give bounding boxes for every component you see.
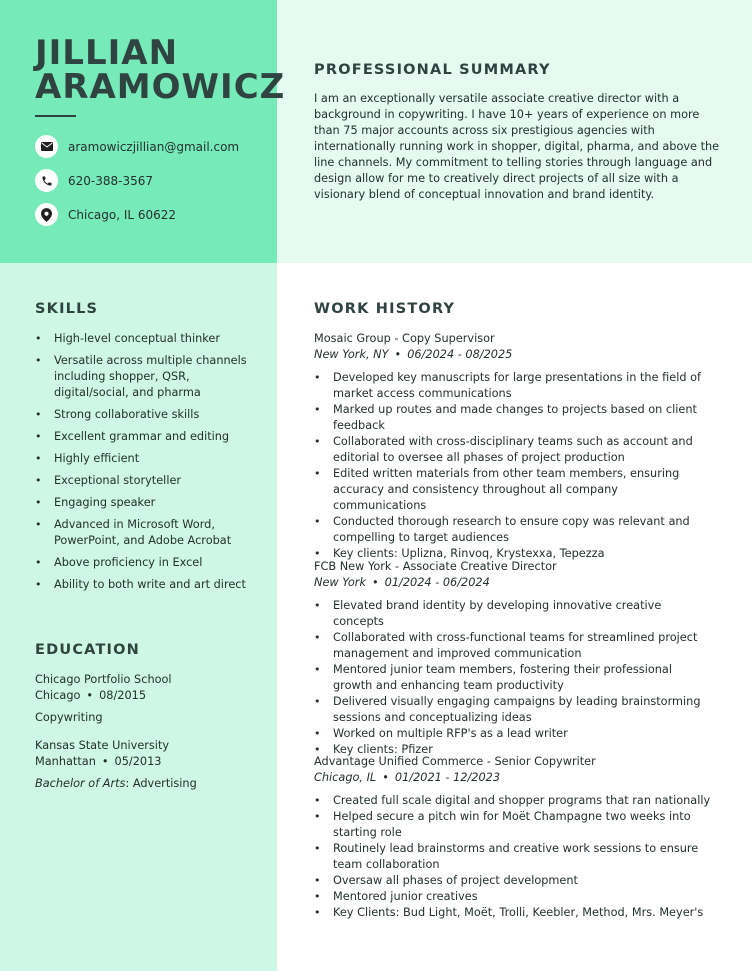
- education-section: [35, 672, 265, 798]
- school-city: Manhattan: [35, 755, 96, 768]
- location-pin-icon: [35, 203, 58, 226]
- skill-item: • Advanced in Microsoft Word, PowerPoint, and Adobe Acrobat: [35, 517, 255, 549]
- job-bullet: • Oversaw all phases of project development: [314, 873, 714, 889]
- school-field: Copywriting: [35, 711, 103, 724]
- location-text: Chicago, IL 60622: [68, 207, 177, 222]
- job-location: New York, NY: [314, 348, 389, 361]
- email-text: aramowiczjillian@gmail.com: [68, 139, 240, 154]
- job-bullet: • Edited written materials from other team members, ensuring accuracy and consistency throughout all company communications: [314, 466, 714, 514]
- separator-dot: •: [372, 576, 379, 589]
- job-bullet: • Elevated brand identity by developing innovative creative concepts: [314, 598, 714, 630]
- email-icon: [35, 135, 58, 158]
- job-bullet: • Conducted thorough research to ensure copy was relevant and compelling to target audiences: [314, 514, 714, 546]
- first-name: JILLIAN: [35, 33, 179, 73]
- degree-field: : Advertising: [125, 777, 197, 790]
- job-meta: [314, 347, 714, 363]
- school-date: 08/2015: [99, 689, 147, 702]
- school-name: Kansas State University: [35, 739, 170, 752]
- phone-text: 620-388-3567: [68, 173, 154, 188]
- job-bullet: • Routinely lead brainstorms and creative work sessions to ensure team collaboration: [314, 841, 714, 873]
- degree-name: Bachelor of Arts: [35, 777, 126, 790]
- job-bullet: • Collaborated with cross-disciplinary teams such as account and editorial to oversee all phases of project production: [314, 434, 714, 466]
- work-heading: WORK HISTORY: [314, 301, 456, 317]
- education-entry: [35, 738, 265, 792]
- skill-item: • Exceptional storyteller: [35, 473, 255, 489]
- job-bullets: [314, 370, 714, 562]
- separator-dot: •: [86, 689, 94, 702]
- education-heading: EDUCATION: [35, 642, 141, 658]
- skill-item: • Above proficiency in Excel: [35, 555, 255, 571]
- job-bullet: • Created full scale digital and shopper programs that ran nationally: [314, 793, 714, 809]
- skill-item: • Excellent grammar and editing: [35, 429, 255, 445]
- skill-item: • Versatile across multiple channels including shopper, QSR, digital/social, and pharma: [35, 353, 255, 401]
- job-location: Chicago, IL: [314, 771, 377, 784]
- school-date: 05/2013: [114, 755, 162, 768]
- job-bullet: • Key clients: Pfizer: [314, 742, 714, 758]
- job-dates: 01/2021 - 12/2023: [394, 771, 501, 784]
- skill-item: • Engaging speaker: [35, 495, 255, 511]
- school-degree-line: [35, 776, 265, 792]
- job-dates: 01/2024 - 06/2024: [384, 576, 490, 589]
- job-bullets: [314, 598, 714, 758]
- last-name: ARAMOWICZ: [35, 67, 286, 107]
- summary-heading: PROFESSIONAL SUMMARY: [314, 62, 551, 78]
- job-bullet: • Helped secure a pitch win for Moët Champagne two weeks into starting role: [314, 809, 714, 841]
- skill-item: • High-level conceptual thinker: [35, 331, 255, 347]
- education-entry: [35, 672, 265, 726]
- school-name: Chicago Portfolio School: [35, 673, 172, 686]
- job-bullet: • Key Clients: Bud Light, Moët, Trolli, Keebler, Method, Mrs. Meyer's: [314, 905, 714, 921]
- school-meta: [35, 754, 265, 770]
- contact-phone[interactable]: [35, 169, 153, 192]
- skill-item: • Strong collaborative skills: [35, 407, 255, 423]
- contact-email[interactable]: [35, 135, 239, 158]
- job-bullet: • Mentored junior team members, fostering their professional growth and enhancing team productivity: [314, 662, 714, 694]
- candidate-name: [35, 33, 286, 107]
- job-bullets: [314, 793, 714, 921]
- job-bullet: • Delivered visually engaging campaigns by leading brainstorming sessions and conceptualizing ideas: [314, 694, 714, 726]
- skills-list: [35, 331, 255, 599]
- job-bullet: • Worked on multiple RFP's as a lead writer: [314, 726, 714, 742]
- job-title: Mosaic Group - Copy Supervisor: [314, 332, 495, 345]
- job-bullet: • Mentored junior creatives: [314, 889, 714, 905]
- job-entry: [314, 331, 714, 562]
- contact-location: [35, 203, 176, 226]
- job-entry: [314, 559, 714, 758]
- job-entry: [314, 754, 714, 921]
- job-meta: [314, 770, 714, 786]
- skill-item: • Ability to both write and art direct: [35, 577, 255, 593]
- phone-icon: [35, 169, 58, 192]
- job-bullet: • Key clients: Uplizna, Rinvoq, Krystexxa, Tepezza: [314, 546, 714, 562]
- job-bullet: • Marked up routes and made changes to projects based on client feedback: [314, 402, 714, 434]
- school-meta: [35, 688, 265, 704]
- job-dates: 06/2024 - 08/2025: [407, 348, 513, 361]
- skills-heading: SKILLS: [35, 301, 99, 317]
- job-meta: [314, 575, 714, 591]
- skill-item: • Highly efficient: [35, 451, 255, 467]
- job-title: Advantage Unified Commerce - Senior Copywriter: [314, 755, 596, 768]
- separator-dot: •: [382, 771, 389, 784]
- job-title: FCB New York - Associate Creative Director: [314, 560, 557, 573]
- name-divider: [35, 115, 76, 117]
- school-city: Chicago: [35, 689, 81, 702]
- job-bullet: • Collaborated with cross-functional teams for streamlined project management and improved communication: [314, 630, 714, 662]
- job-bullet: • Developed key manuscripts for large presentations in the field of market access communications: [314, 370, 714, 402]
- job-location: New York: [314, 576, 366, 589]
- separator-dot: •: [101, 755, 109, 768]
- separator-dot: •: [394, 348, 402, 361]
- summary-text: I am an exceptionally versatile associate creative director with a background in copywriting. I have 10+ years of experience on more than 75 major accounts across six prestigious agencies with internationally running work in shopper, digital, pharma, and above the line channels. My commitment to telling stories through language and design allow for me to creatively direct projects of all size with a visionary blend of conceptual innovation and brand identity.: [314, 92, 720, 201]
